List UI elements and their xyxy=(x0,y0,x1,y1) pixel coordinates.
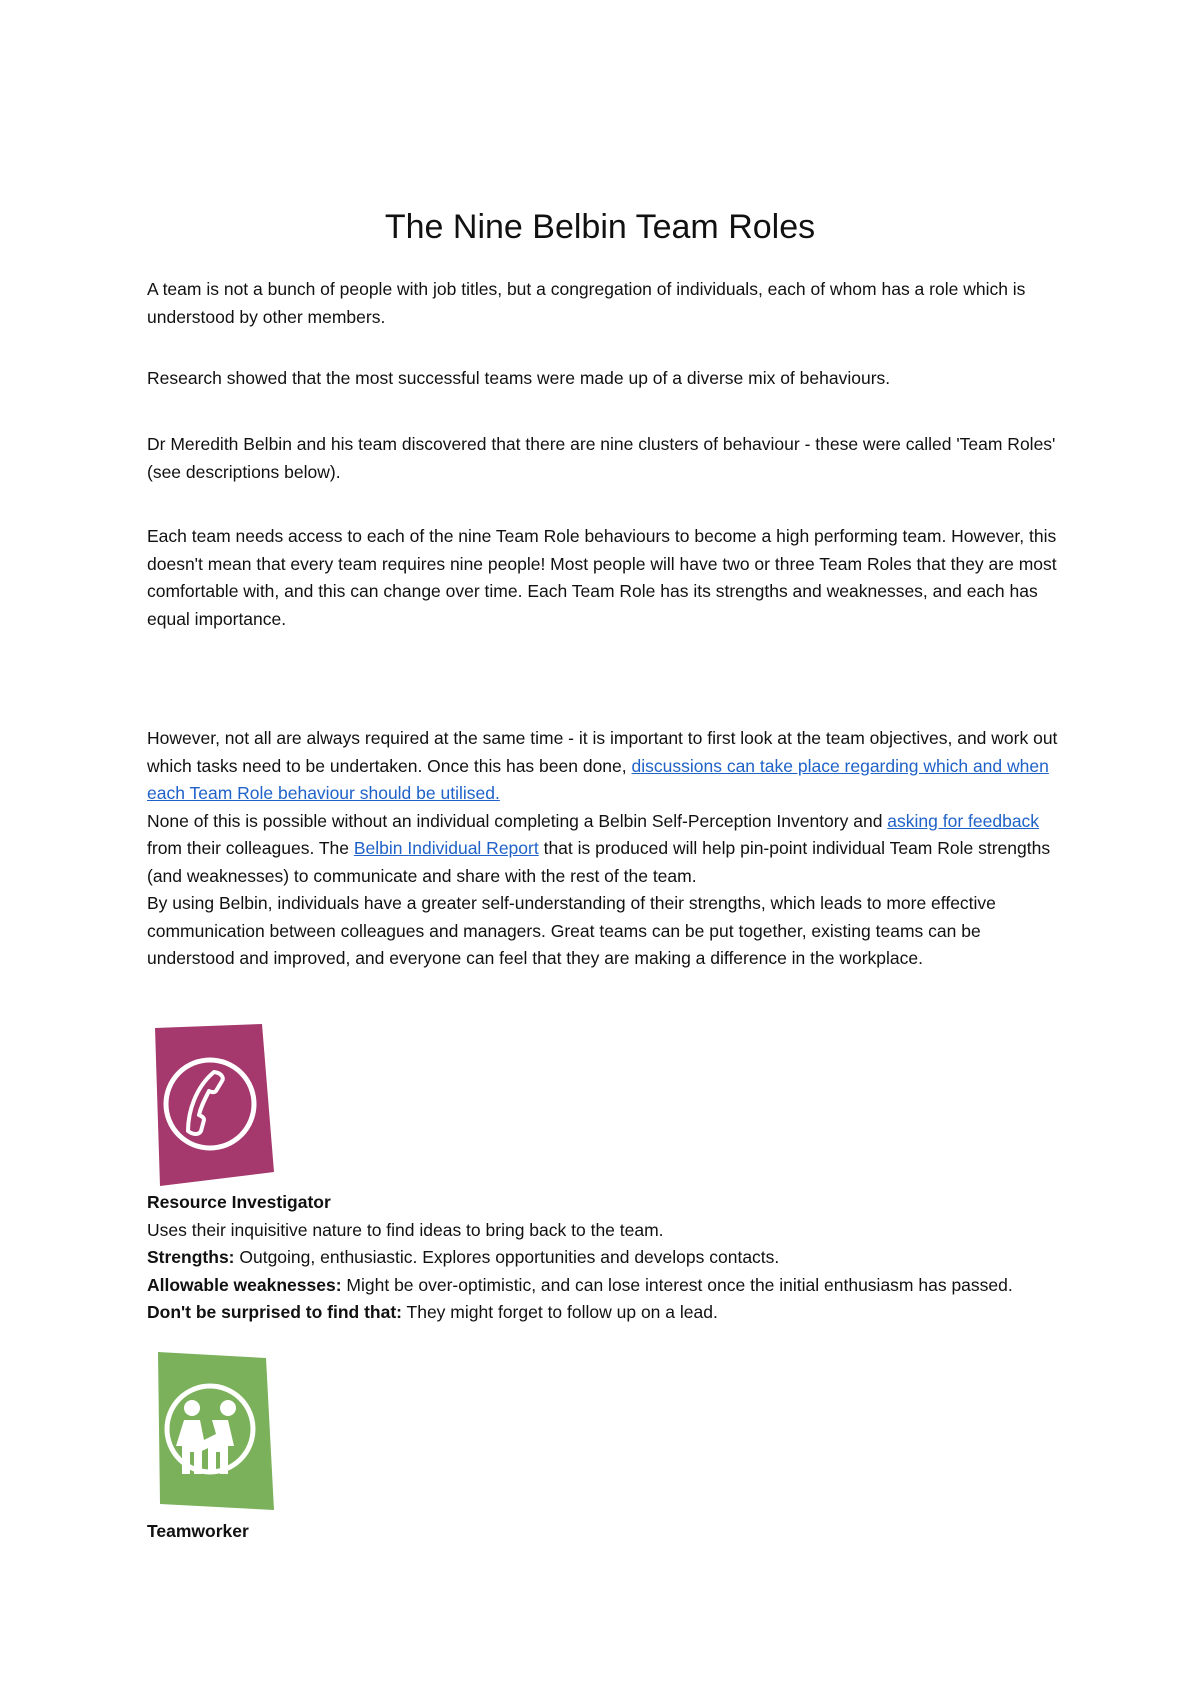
resource-investigator-section xyxy=(147,1189,1067,1327)
paragraph-6-text-2: from their colleagues. The xyxy=(147,838,354,858)
role-surprise: Don't be surprised to find that: They might forget to follow up on a lead. xyxy=(147,1302,718,1322)
intro-paragraph-5 xyxy=(147,725,1067,973)
asking-for-feedback-link[interactable]: asking for feedback xyxy=(887,810,1040,831)
page-title: The Nine Belbin Team Roles xyxy=(384,208,816,246)
discussions-link[interactable]: discussions can take place regarding which and when each Team Role behaviour should be utilised. xyxy=(147,755,1049,803)
intro-paragraph-1: A team is not a bunch of people with job titles, but a congregation of individuals, each of whom has a role which is understood by other members. xyxy=(147,279,1026,327)
paragraph-6-text-1: None of this is possible without an individual completing a Belbin Self-Perception Inventory and xyxy=(147,810,888,831)
resource-investigator-icon xyxy=(140,1024,280,1186)
role-weaknesses: Allowable weaknesses: Might be over-optimistic, and can lose interest once the initial enthusiasm has passed. xyxy=(147,1274,1013,1295)
role-strengths: Strengths: Outgoing, enthusiastic. Explores opportunities and develops contacts. xyxy=(147,1247,780,1267)
role-name-teamworker: Teamworker xyxy=(147,1521,249,1541)
belbin-individual-report-link[interactable]: Belbin Individual Report xyxy=(353,838,539,858)
paragraph-6-text-3: that is produced will help pin-point individual Team Role strengths (and weaknesses) to communicate and share with the rest of the team. xyxy=(147,838,1051,886)
paragraph-5-text: However, not all are always required at the same time - it is important to first look at the team objectives, and work out which tasks need to be undertaken. Once this has been done, xyxy=(147,728,1058,776)
role-description: Uses their inquisitive nature to find ideas to bring back to the team. xyxy=(147,1219,664,1240)
intro-paragraph-2: Research showed that the most successful teams were made up of a diverse mix of behaviours. xyxy=(147,368,891,388)
paragraph-7-text: By using Belbin, individuals have a greater self-understanding of their strengths, which leads to more effective communication between colleagues and managers. Great teams can be put together, existing teams can be understood and improved, and everyone can feel that they are making a difference in the workplace. xyxy=(147,893,996,968)
intro-paragraph-3: Dr Meredith Belbin and his team discovered that there are nine clusters of behaviour - these were called 'Team Roles' (see descriptions below). xyxy=(147,434,1056,482)
intro-paragraph-4: Each team needs access to each of the nine Team Role behaviours to become a high performing team. However, this doesn't mean that every team requires nine people! Most people will have two or three Team Roles that they are most comfortable with, and this can change over time. Each Team Role has its strengths and weaknesses, and each has equal importance. xyxy=(147,526,1057,629)
teamworker-icon xyxy=(140,1350,280,1512)
role-name-resource-investigator: Resource Investigator xyxy=(147,1192,331,1212)
